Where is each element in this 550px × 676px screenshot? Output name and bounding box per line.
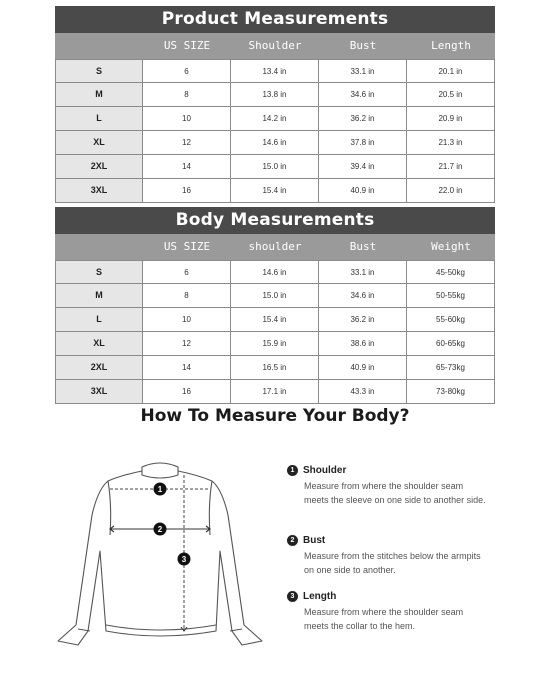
table-cell: 15.4 in (231, 179, 319, 203)
table-cell: 17.1 in (231, 380, 319, 404)
legend-description: Measure from the stitches below the armpits on one side to another. (304, 551, 481, 575)
table-cell: 20.5 in (407, 83, 495, 107)
table-cell: 14 (143, 356, 231, 380)
size-label-cell: 2XL (55, 356, 143, 380)
table-cell: 8 (143, 284, 231, 308)
size-label-cell: 3XL (55, 380, 143, 404)
header-cell: Weight (431, 240, 471, 253)
size-label-cell: M (55, 284, 143, 308)
table-row (55, 332, 495, 356)
table-cell: 6 (143, 260, 231, 284)
table-cell: 15.9 in (231, 332, 319, 356)
table-cell: 20.9 in (407, 107, 495, 131)
legend-heading (287, 465, 487, 476)
header-cell: US SIZE (163, 240, 211, 253)
table-cell: 45-50kg (407, 260, 495, 284)
table-cell: 14 (143, 155, 231, 179)
table-cell: 55-60kg (407, 308, 495, 332)
svg-text:2: 2 (157, 525, 163, 534)
marker-2 (154, 523, 167, 536)
header-cell (55, 234, 143, 260)
size-label-cell: XL (55, 131, 143, 155)
table-cell: 21.3 in (407, 131, 495, 155)
table-cell: 73-80kg (407, 380, 495, 404)
table-cell: 33.1 in (319, 260, 407, 284)
product-table-body (55, 59, 495, 203)
table-cell: 33.1 in (319, 59, 407, 83)
table-cell: 38.6 in (319, 332, 407, 356)
table-cell: 15.0 in (231, 284, 319, 308)
table-cell: 50-55kg (407, 284, 495, 308)
table-cell: 37.8 in (319, 131, 407, 155)
table-cell: 21.7 in (407, 155, 495, 179)
table-cell: 6 (143, 59, 231, 83)
table-cell: 34.6 in (319, 83, 407, 107)
table-cell: 14.2 in (231, 107, 319, 131)
table-cell: 15.4 in (231, 308, 319, 332)
header-cell: Bust (349, 240, 377, 253)
table-cell: 39.4 in (319, 155, 407, 179)
size-label-cell: M (55, 83, 143, 107)
size-label-cell: S (55, 260, 143, 284)
table-cell: 14.6 in (231, 131, 319, 155)
header-cell (55, 33, 143, 59)
product-table-title: Product Measurements (55, 6, 495, 33)
table-cell: 40.9 in (319, 356, 407, 380)
table-row (55, 83, 495, 107)
table-cell: 22.0 in (407, 179, 495, 203)
svg-text:3: 3 (181, 555, 187, 564)
table-cell: 65-73kg (407, 356, 495, 380)
shirt-illustration (50, 455, 270, 655)
table-cell: 16 (143, 380, 231, 404)
table-row (55, 380, 495, 404)
body-table-body (55, 260, 495, 404)
marker-1 (154, 483, 167, 496)
table-cell: 34.6 in (319, 284, 407, 308)
number-badge: 3 (287, 591, 298, 602)
header-cell: shoulder (248, 240, 302, 253)
table-cell: 12 (143, 332, 231, 356)
table-cell: 16.5 in (231, 356, 319, 380)
table-cell: 20.1 in (407, 59, 495, 83)
svg-text:1: 1 (157, 485, 163, 494)
table-row (55, 155, 495, 179)
table-row (55, 131, 495, 155)
header-cell: Shoulder (248, 39, 302, 52)
size-label-cell: 3XL (55, 179, 143, 203)
table-row (55, 356, 495, 380)
table-cell: 43.3 in (319, 380, 407, 404)
legend-label: Length (303, 591, 337, 602)
table-row (55, 260, 495, 284)
legend-description: Measure from where the shoulder seam meets the collar to the hem. (304, 607, 464, 631)
table-cell: 15.0 in (231, 155, 319, 179)
body-table-header (55, 234, 495, 260)
table-cell: 14.6 in (231, 260, 319, 284)
table-cell: 8 (143, 83, 231, 107)
table-row (55, 59, 495, 83)
table-cell: 36.2 in (319, 308, 407, 332)
number-badge: 2 (287, 535, 298, 546)
legend-heading (287, 535, 487, 546)
measure-legend-length (287, 591, 487, 633)
table-row (55, 308, 495, 332)
size-label-cell: 2XL (55, 155, 143, 179)
number-badge: 1 (287, 465, 298, 476)
size-label-cell: L (55, 107, 143, 131)
table-cell: 36.2 in (319, 107, 407, 131)
body-table-title: Body Measurements (55, 207, 495, 234)
table-cell: 40.9 in (319, 179, 407, 203)
size-label-cell: XL (55, 332, 143, 356)
legend-description: Measure from where the shoulder seam meets the sleeve on one side to another side. (304, 481, 486, 505)
how-to-measure-title: How To Measure Your Body? (140, 406, 410, 426)
product-measurements-table (55, 6, 495, 203)
header-cell: US SIZE (163, 39, 211, 52)
table-cell: 10 (143, 107, 231, 131)
table-row (55, 107, 495, 131)
legend-heading (287, 591, 487, 602)
table-cell: 60-65kg (407, 332, 495, 356)
table-cell: 16 (143, 179, 231, 203)
legend-label: Shoulder (303, 465, 347, 476)
table-cell: 10 (143, 308, 231, 332)
table-cell: 13.8 in (231, 83, 319, 107)
body-measurements-table (55, 207, 495, 404)
table-row (55, 179, 495, 203)
header-cell: Bust (349, 39, 377, 52)
size-label-cell: L (55, 308, 143, 332)
measure-legend-shoulder (287, 465, 487, 507)
table-row (55, 284, 495, 308)
measure-legend-bust (287, 535, 487, 577)
product-table-header (55, 33, 495, 59)
table-cell: 12 (143, 131, 231, 155)
legend-label: Bust (303, 535, 326, 546)
marker-3 (178, 553, 191, 566)
table-cell: 13.4 in (231, 59, 319, 83)
header-cell: Length (431, 39, 471, 52)
size-label-cell: S (55, 59, 143, 83)
